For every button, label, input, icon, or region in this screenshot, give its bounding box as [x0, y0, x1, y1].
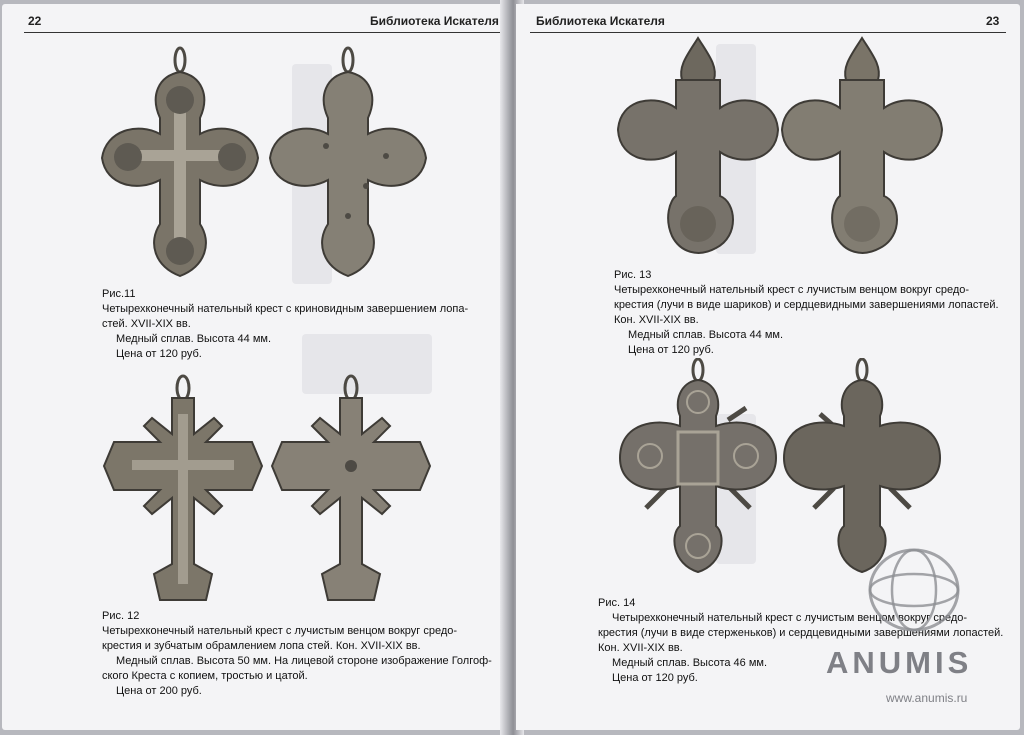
figure-label: Рис. 13 — [614, 269, 652, 281]
caption-line: стей. XVII-XIX вв. — [102, 318, 191, 330]
figure-12-caption — [102, 609, 492, 699]
figure-11-cross-back — [266, 46, 430, 278]
running-title: Библиотека Искателя — [370, 14, 499, 28]
left-page — [2, 4, 508, 730]
caption-line: Четырехконечный нательный крест с лучистым венцом вокруг средо- — [612, 612, 968, 624]
caption-price: Цена от 120 руб. — [612, 672, 698, 684]
figure-label: Рис. 14 — [598, 597, 636, 609]
figure-12-cross-front — [102, 374, 264, 606]
caption-line: Четырехконечный нательный крест с лучистым венцом вокруг средо- — [102, 625, 458, 637]
figure-14-cross-front — [616, 358, 780, 578]
caption-line: Четырехконечный нательный крест с криновидным завершением лопа- — [102, 303, 469, 315]
figure-13-cross-back — [780, 36, 944, 256]
caption-line: крестия (лучи в виде шариков) и сердцевидными завершениями лопастей. — [614, 299, 999, 311]
caption-material: Медный сплав. Высота 50 мм. На лицевой стороне изображение Голгоф- — [116, 655, 492, 667]
caption-material: ского Креста с копием, тростью и цатой. — [102, 670, 308, 682]
watermark-brand: ANUMIS — [826, 645, 973, 680]
caption-line: Четырехконечный нательный крест с лучистым венцом вокруг средо- — [614, 284, 970, 296]
caption-price: Цена от 120 руб. — [628, 344, 714, 356]
caption-material: Медный сплав. Высота 44 мм. — [628, 329, 784, 341]
caption-price: Цена от 120 руб. — [116, 348, 202, 360]
header-rule — [530, 32, 1006, 33]
figure-13-cross-front — [616, 36, 780, 256]
caption-line: крестия (лучи в виде стерженьков) и сердцевидными завершениями лопастей. — [598, 627, 1004, 639]
figure-12-cross-back — [270, 374, 432, 606]
watermark-url: www.anumis.ru — [886, 691, 968, 705]
caption-price: Цена от 200 руб. — [116, 685, 202, 697]
figure-11-cross-front — [98, 46, 262, 278]
page-number: 22 — [28, 14, 42, 28]
running-title: Библиотека Искателя — [536, 14, 665, 28]
page-number: 23 — [986, 14, 1000, 28]
globe-icon — [864, 545, 964, 635]
figure-label: Рис. 12 — [102, 610, 140, 622]
caption-line: крестия и зубчатым обрамлением лопа стей. Кон. XVII-XIX вв. — [102, 640, 421, 652]
anumis-watermark — [816, 545, 1006, 725]
figure-11-caption — [102, 287, 468, 362]
figure-label: Рис.11 — [102, 288, 136, 300]
caption-line: Кон. XVII-XIX вв. — [598, 642, 683, 654]
header-rule — [24, 32, 504, 33]
caption-material: Медный сплав. Высота 46 мм. — [612, 657, 768, 669]
caption-line: Кон. XVII-XIX вв. — [614, 314, 699, 326]
caption-material: Медный сплав. Высота 44 мм. — [116, 333, 272, 345]
figure-13-caption — [614, 268, 999, 358]
